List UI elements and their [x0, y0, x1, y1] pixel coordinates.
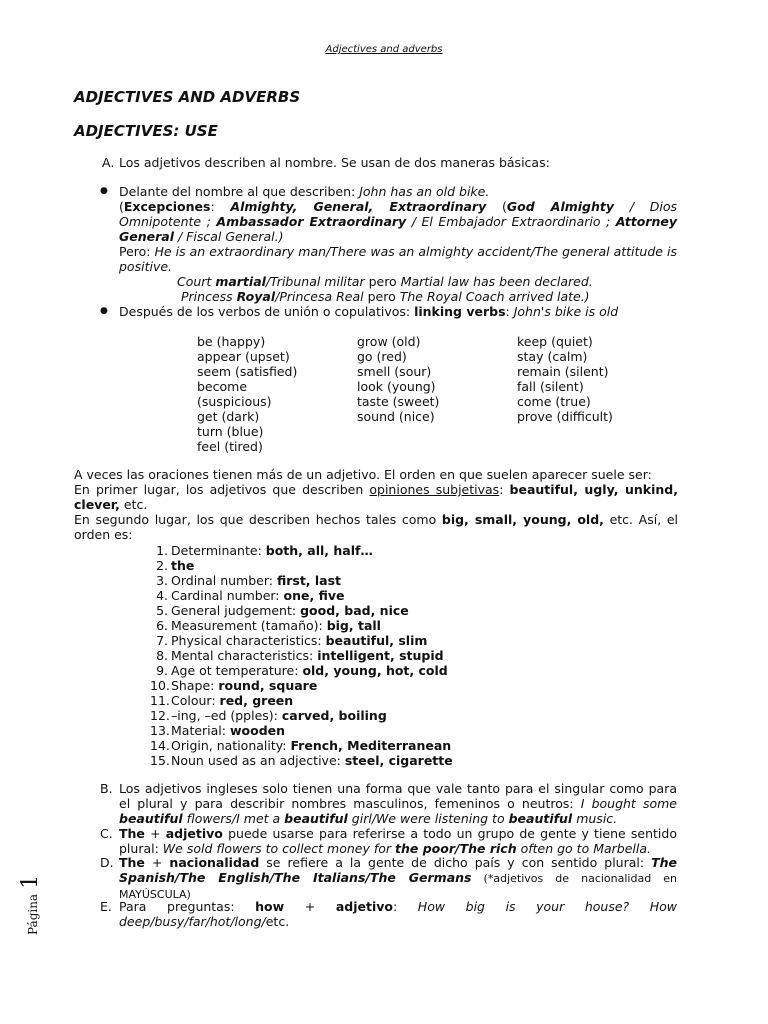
order-numbered-list — [150, 543, 453, 768]
how-bold: how — [255, 899, 285, 914]
example: flowers/I met a — [182, 811, 285, 826]
list-examples: steel, cigarette — [344, 753, 453, 768]
general: General.) — [225, 229, 284, 244]
list-number: 2. — [156, 558, 168, 573]
list-examples: intelligent, stupid — [317, 648, 444, 663]
list-label: Noun used as an adjective: — [171, 753, 345, 768]
example: How big is your house? How deep/busy/far/hot/long/ — [119, 899, 678, 929]
bullet-2-example: John's bike is old — [513, 304, 619, 319]
verb-item: feel (tired) — [197, 439, 263, 454]
verb-item: go (red) — [357, 349, 407, 364]
verb-item: remain (silent) — [517, 364, 609, 379]
verbs-column-2 — [357, 334, 439, 424]
list-label: Age ot temperature: — [171, 663, 303, 678]
verb-item: keep (quiet) — [517, 334, 593, 349]
court-bold: martial — [215, 274, 266, 289]
order-list-item — [150, 603, 453, 618]
colon: : — [499, 482, 510, 497]
dios-omnipotente: / Dios Omnipotente ; — [119, 199, 677, 229]
order-list-item — [150, 588, 453, 603]
princess-line — [181, 289, 590, 304]
bullet-1-example: John has an old bike. — [359, 184, 490, 199]
list-examples: one, five — [283, 588, 345, 603]
etc: etc. — [265, 914, 290, 929]
linking-verbs: linking verbs — [414, 304, 506, 319]
list-examples: old, young, hot, cold — [302, 663, 448, 678]
section-subtitle: ADJECTIVES: USE — [74, 122, 218, 140]
example: music. — [572, 811, 618, 826]
the-bold: The — [119, 855, 145, 870]
verb-item: look (young) — [357, 379, 436, 394]
paren-open: ( — [119, 199, 124, 214]
list-number: 10. — [150, 678, 170, 693]
order-list-item — [150, 738, 453, 753]
verb-item: prove (difficult) — [517, 409, 613, 424]
list-label: Material: — [171, 723, 230, 738]
bullet-1-line — [119, 184, 677, 199]
section-d-letter: D. — [100, 855, 114, 870]
bullet-2-text: Después de los verbos de unión o copulativos: — [119, 304, 415, 319]
list-number: 9. — [156, 663, 168, 678]
list-examples: beautiful, slim — [325, 633, 428, 648]
order-list-item — [150, 693, 453, 708]
order-list-item — [150, 558, 453, 573]
page-number: 1 — [18, 874, 43, 889]
order-second-text: En segundo lugar, los que describen hechos tales como — [74, 512, 442, 527]
list-label: Ordinal number: — [171, 573, 277, 588]
princess-pero: pero — [363, 289, 400, 304]
verbs-column-1 — [197, 334, 297, 454]
list-number: 8. — [156, 648, 168, 663]
section-b-body: Los adjetivos ingleses solo tienen una forma que vale tanto para el singular como para el plural y para describir nombres masculinos, femeninos o neutros: — [119, 781, 677, 811]
section-b-letter: B. — [100, 781, 113, 796]
list-examples: red, green — [219, 693, 294, 708]
order-list-item — [150, 723, 453, 738]
list-examples: French, Mediterranean — [290, 738, 452, 753]
attorney: Attorney General — [119, 214, 677, 244]
order-intro: A veces las oraciones tienen más de un adjetivo. El orden en que suelen aparecer suele ser: — [74, 467, 652, 482]
pero-label: Pero: — [119, 244, 155, 259]
ambassador: Ambassador Extraordinary — [216, 214, 407, 229]
god-almighty: God Almighty — [506, 199, 615, 214]
verb-item: get (dark) — [197, 409, 260, 424]
subjective-opinions: opiniones subjetivas — [369, 482, 500, 497]
section-c-text — [119, 826, 677, 856]
princess-end: The Royal Coach arrived late.) — [399, 289, 590, 304]
colon: : — [505, 304, 514, 319]
list-number: 7. — [156, 633, 168, 648]
the-bold: The — [119, 826, 145, 841]
list-label: Determinante: — [171, 543, 266, 558]
section-b-text — [119, 781, 677, 826]
verb-item: turn (blue) — [197, 424, 264, 439]
page-label: Página — [26, 893, 40, 935]
list-number: 12. — [150, 708, 170, 723]
order-list-item — [150, 648, 453, 663]
plus: + — [144, 855, 170, 870]
court-line — [177, 274, 593, 289]
court-pero: pero — [364, 274, 401, 289]
list-number: 14. — [150, 738, 170, 753]
verb-item: grow (old) — [357, 334, 421, 349]
exceptions-line — [119, 199, 677, 244]
list-number: 11. — [150, 693, 170, 708]
nationality-note: (*adjetivos de nacionalidad en MAYÚSCULA) — [119, 872, 677, 901]
nationality-examples: The Spanish/The English/The Italians/The Germans — [119, 855, 677, 885]
ambassador-es: / El Embajador Extraordinario — [406, 214, 601, 229]
bullet-icon: ● — [100, 186, 108, 196]
verb-item: taste (sweet) — [357, 394, 440, 409]
section-e-letter: E. — [100, 899, 112, 914]
order-paragraph — [74, 467, 678, 542]
section-c-letter: C. — [100, 826, 113, 841]
list-examples: round, square — [218, 678, 318, 693]
section-d-body: se refiere a la gente de dicho país y con sentido plural: — [259, 855, 652, 870]
page-number-marker — [18, 874, 48, 935]
order-list-item — [150, 678, 453, 693]
colon: : — [393, 899, 418, 914]
court-post: /Tribunal militar — [265, 274, 365, 289]
adjetivo-bold: adjetivo — [335, 899, 393, 914]
court-end: Martial law has been declared. — [400, 274, 593, 289]
attorney-es: / Fiscal — [174, 229, 222, 244]
list-number: 3. — [156, 573, 168, 588]
princess-post: /Princesa Real — [275, 289, 364, 304]
section-c-body: puede usarse para referirse a todo un grupo de gente y tiene sentido plural: — [119, 826, 677, 856]
pero-example-1: He is an extraordinary man/There was an almighty accident/The general attitude — [154, 244, 663, 259]
pero-line — [119, 244, 677, 274]
order-second-end: etc. Así, el orden es: — [74, 512, 678, 542]
order-list-item — [150, 663, 453, 678]
bullet-1-text: Delante del nombre al que describen: — [119, 184, 360, 199]
verbs-column-3 — [517, 334, 613, 424]
verb-item: smell (sour) — [357, 364, 432, 379]
order-list-item — [150, 633, 453, 648]
section-e-text — [119, 899, 677, 929]
example: girl/We were listening to — [347, 811, 509, 826]
list-label: Mental characteristics: — [171, 648, 318, 663]
list-examples: wooden — [229, 723, 286, 738]
exceptions-words: Almighty, General, Extraordinary — [230, 199, 487, 214]
list-label: Physical characteristics: — [171, 633, 326, 648]
verb-item: come (true) — [517, 394, 591, 409]
example-bold: beautiful — [119, 811, 183, 826]
list-label: –ing, –ed (pples): — [171, 708, 282, 723]
list-number: 15. — [150, 753, 170, 768]
section-e-body: Para preguntas: — [119, 899, 256, 914]
list-number: 6. — [156, 618, 168, 633]
order-second — [74, 512, 678, 542]
order-second-examples: big, small, young, old, — [441, 512, 604, 527]
example: I bought some — [580, 796, 677, 811]
verb-item: be (happy) — [197, 334, 266, 349]
nacionalidad-bold: nacionalidad — [169, 855, 260, 870]
list-label: Origin, nationality: — [171, 738, 291, 753]
order-list-item — [150, 618, 453, 633]
list-examples: first, last — [276, 573, 342, 588]
list-examples: both, all, half… — [265, 543, 373, 558]
verb-item: fall (silent) — [517, 379, 584, 394]
example: often go to Marbella. — [516, 841, 651, 856]
bullet-2-line — [119, 304, 618, 319]
section-a-text: Los adjetivos describen al nombre. Se usan de dos maneras básicas: — [119, 155, 550, 170]
verb-item: seem (satisfied) — [197, 364, 298, 379]
exceptions-label: Excepciones — [123, 199, 211, 214]
order-list-item — [150, 543, 453, 558]
list-number: 4. — [156, 588, 168, 603]
princess-bold: Royal — [236, 289, 276, 304]
plus: + — [284, 899, 336, 914]
example: We sold flowers to collect money for — [162, 841, 396, 856]
list-label: Cardinal number: — [171, 588, 284, 603]
plus: + — [144, 826, 166, 841]
list-number: 5. — [156, 603, 168, 618]
verb-item: become — [197, 379, 248, 394]
list-examples: the — [171, 558, 195, 573]
order-list-item — [150, 573, 453, 588]
order-first-text: En primer lugar, los adjetivos que describen — [74, 482, 370, 497]
adjetivo-bold: adjetivo — [165, 826, 223, 841]
order-first — [74, 482, 678, 512]
list-label: Shape: — [171, 678, 219, 693]
section-d-text — [119, 855, 677, 902]
section-a-letter: A. — [102, 155, 115, 170]
order-first-examples: beautiful, ugly, unkind, clever, — [74, 482, 678, 512]
semicolon: ; — [600, 214, 616, 229]
bullet-icon: ● — [100, 306, 108, 316]
colon: : — [210, 199, 231, 214]
order-list-item — [150, 753, 453, 768]
bullet-1-block — [119, 184, 677, 274]
verb-item: stay (calm) — [517, 349, 588, 364]
list-examples: good, bad, nice — [300, 603, 409, 618]
court-pre: Court — [177, 274, 216, 289]
list-label: Measurement (tamaño): — [171, 618, 327, 633]
order-list-item — [150, 708, 453, 723]
etc: etc. — [119, 497, 148, 512]
list-label: Colour: — [171, 693, 220, 708]
verb-item: sound (nice) — [357, 409, 435, 424]
verb-item: (suspicious) — [197, 394, 272, 409]
page-title: ADJECTIVES AND ADVERBS — [74, 88, 301, 106]
paren: ( — [486, 199, 507, 214]
princess-pre: Princess — [181, 289, 237, 304]
verb-item: appear (upset) — [197, 349, 290, 364]
list-label: General judgement: — [171, 603, 301, 618]
list-number: 13. — [150, 723, 170, 738]
example-bold: beautiful — [508, 811, 573, 826]
list-examples: carved, boiling — [281, 708, 387, 723]
page-header: Adjectives and adverbs — [325, 44, 443, 55]
example-bold: the poor/The rich — [395, 841, 517, 856]
example-bold: beautiful — [284, 811, 348, 826]
pero-example-2: is positive. — [119, 244, 677, 274]
list-number: 1. — [156, 543, 168, 558]
list-examples: big, tall — [326, 618, 381, 633]
